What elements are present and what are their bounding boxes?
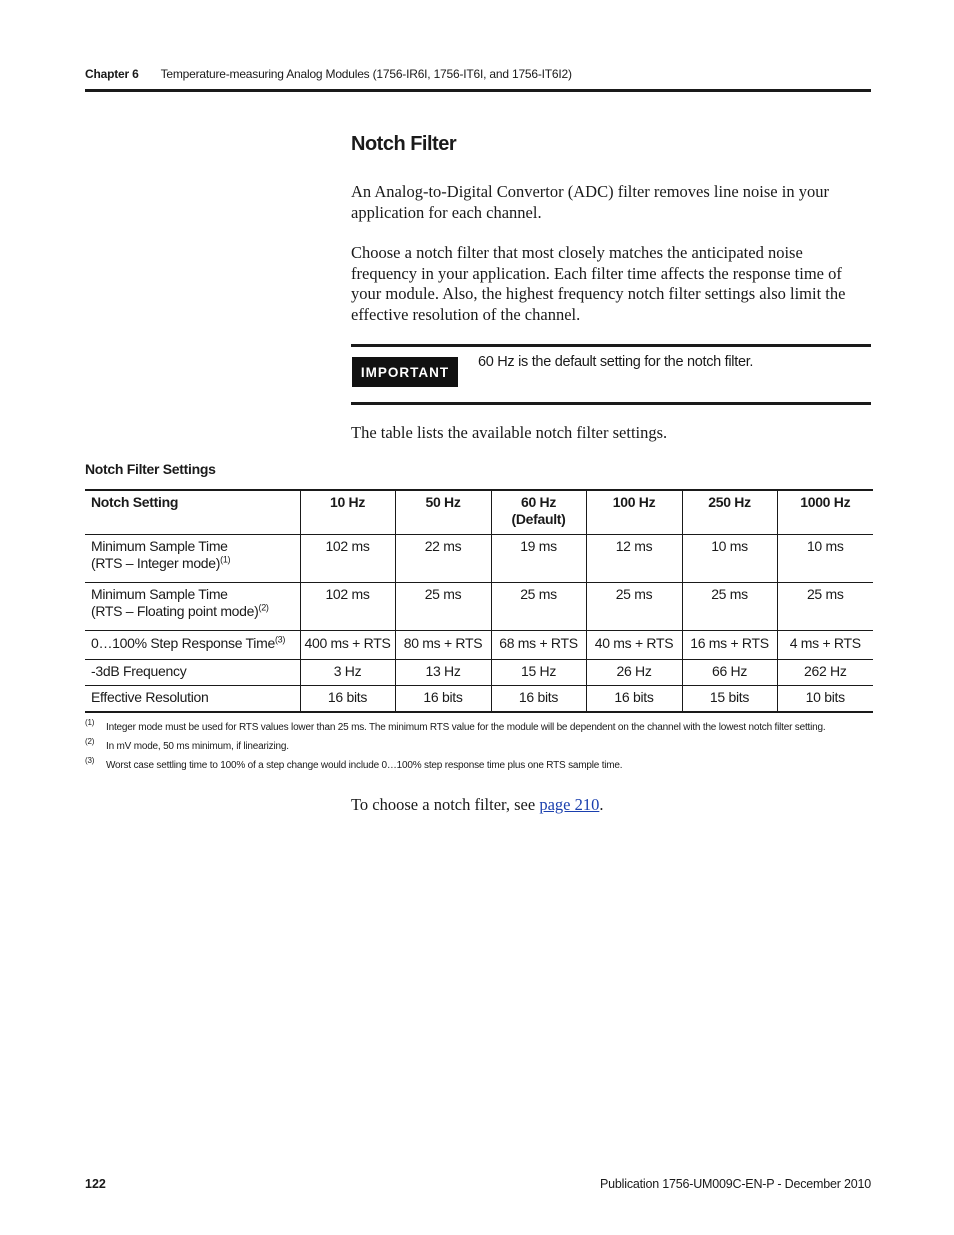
table-cell: 66 Hz [682, 660, 777, 686]
table-cell: 102 ms [300, 583, 395, 631]
table-row [85, 535, 873, 583]
closing-prefix: To choose a notch filter, see [351, 795, 540, 814]
table-cell: 13 Hz [395, 660, 491, 686]
table-cell: 15 bits [682, 686, 777, 713]
table-cell: 22 ms [395, 535, 491, 583]
row-label-line1: Minimum Sample Time [91, 586, 228, 602]
header-cell: Notch Setting [85, 490, 300, 535]
closing-suffix: . [599, 795, 604, 814]
table-cell: 40 ms + RTS [586, 631, 682, 660]
header-default: (Default) [511, 511, 566, 527]
row-label: Effective Resolution [85, 686, 300, 713]
intro-paragraph: An Analog-to-Digital Convertor (ADC) filter removes line noise in your application for each channel. [351, 182, 829, 222]
important-bottom-rule [351, 402, 871, 405]
table-cell: 10 bits [777, 686, 873, 713]
choose-paragraph: Choose a notch filter that most closely matches the anticipated noise frequency in your application. Each filter time affects the response time of your module. Also, the highest frequency notch filter settings also limit the effective resolution of the channel. [351, 243, 846, 324]
row-label-line2 [91, 603, 300, 619]
table-row [85, 583, 873, 631]
important-text: 60 Hz is the default setting for the notch filter. [478, 354, 754, 370]
header-cell [491, 490, 586, 535]
header-cell: 10 Hz [300, 490, 395, 535]
table-title: Notch Filter Settings [85, 461, 216, 477]
table-cell: 25 ms [586, 583, 682, 631]
footnote-text: In mV mode, 50 ms minimum, if linearizing. [106, 741, 289, 752]
table-row [85, 660, 873, 686]
table-cell: 25 ms [395, 583, 491, 631]
table-cell: 262 Hz [777, 660, 873, 686]
table-cell: 12 ms [586, 535, 682, 583]
page-link[interactable]: page 210 [539, 795, 600, 814]
important-badge: IMPORTANT [352, 357, 458, 387]
table-cell: 26 Hz [586, 660, 682, 686]
row-label-line1: Minimum Sample Time [91, 538, 228, 554]
table-cell: 16 bits [586, 686, 682, 713]
footnote-text: Integer mode must be used for RTS values lower than 25 ms. The minimum RTS value for the module will be dependent on the channel with the lowest notch filter setting. [106, 722, 826, 733]
table-cell: 15 Hz [491, 660, 586, 686]
footnote-mark: (1) [85, 718, 95, 727]
table-cell: 16 bits [300, 686, 395, 713]
notch-filter-table [85, 489, 873, 713]
row-label [85, 631, 300, 660]
table-cell: 102 ms [300, 535, 395, 583]
header-cell: 100 Hz [586, 490, 682, 535]
row-label-text: 0…100% Step Response Time [91, 635, 275, 651]
table-cell: 16 ms + RTS [682, 631, 777, 660]
footnote-ref: (2) [258, 602, 269, 613]
header-60hz: 60 Hz [520, 494, 557, 510]
chapter-label: Chapter 6 [85, 67, 139, 81]
footnote-mark: (2) [85, 737, 95, 746]
row-label [85, 535, 300, 583]
table-cell: 3 Hz [300, 660, 395, 686]
chapter-title: Temperature-measuring Analog Modules (1756-IR6I, 1756-IT6I, and 1756-IT6I2) [160, 67, 572, 81]
page-number: 122 [85, 1177, 106, 1191]
table-cell: 25 ms [491, 583, 586, 631]
row-label-line2 [91, 555, 300, 571]
table-cell: 4 ms + RTS [777, 631, 873, 660]
table-cell: 68 ms + RTS [491, 631, 586, 660]
table-header-row [85, 490, 873, 535]
publication-info: Publication 1756-UM009C-EN-P - December 2010 [600, 1177, 871, 1191]
table-row [85, 631, 873, 660]
section-title: Notch Filter [351, 133, 457, 155]
table-cell: 19 ms [491, 535, 586, 583]
footnote-text: Worst case settling time to 100% of a step change would include 0…100% step response time plus one RTS sample time. [106, 760, 623, 771]
header-cell: 50 Hz [395, 490, 491, 535]
header-rule [85, 89, 871, 92]
table-cell: 10 ms [777, 535, 873, 583]
footnote-mark: (3) [85, 756, 95, 765]
table-cell: 10 ms [682, 535, 777, 583]
row-label-line2-text: (RTS – Integer mode) [91, 555, 221, 571]
table-cell: 25 ms [777, 583, 873, 631]
table-cell: 80 ms + RTS [395, 631, 491, 660]
row-label [85, 583, 300, 631]
closing-paragraph [351, 795, 603, 816]
header-cell: 1000 Hz [777, 490, 873, 535]
table-cell: 25 ms [682, 583, 777, 631]
table-intro-paragraph: The table lists the available notch filter settings. [351, 423, 668, 442]
running-header [85, 67, 572, 81]
row-label-line2-text: (RTS – Floating point mode) [91, 603, 259, 619]
footnote-ref: (1) [220, 554, 231, 565]
table-cell: 16 bits [491, 686, 586, 713]
row-label: -3dB Frequency [85, 660, 300, 686]
footnote-ref: (3) [274, 634, 286, 645]
table-row [85, 686, 873, 713]
table-cell: 400 ms + RTS [300, 631, 395, 660]
header-cell: 250 Hz [682, 490, 777, 535]
table-cell: 16 bits [395, 686, 491, 713]
important-top-rule [351, 344, 871, 347]
